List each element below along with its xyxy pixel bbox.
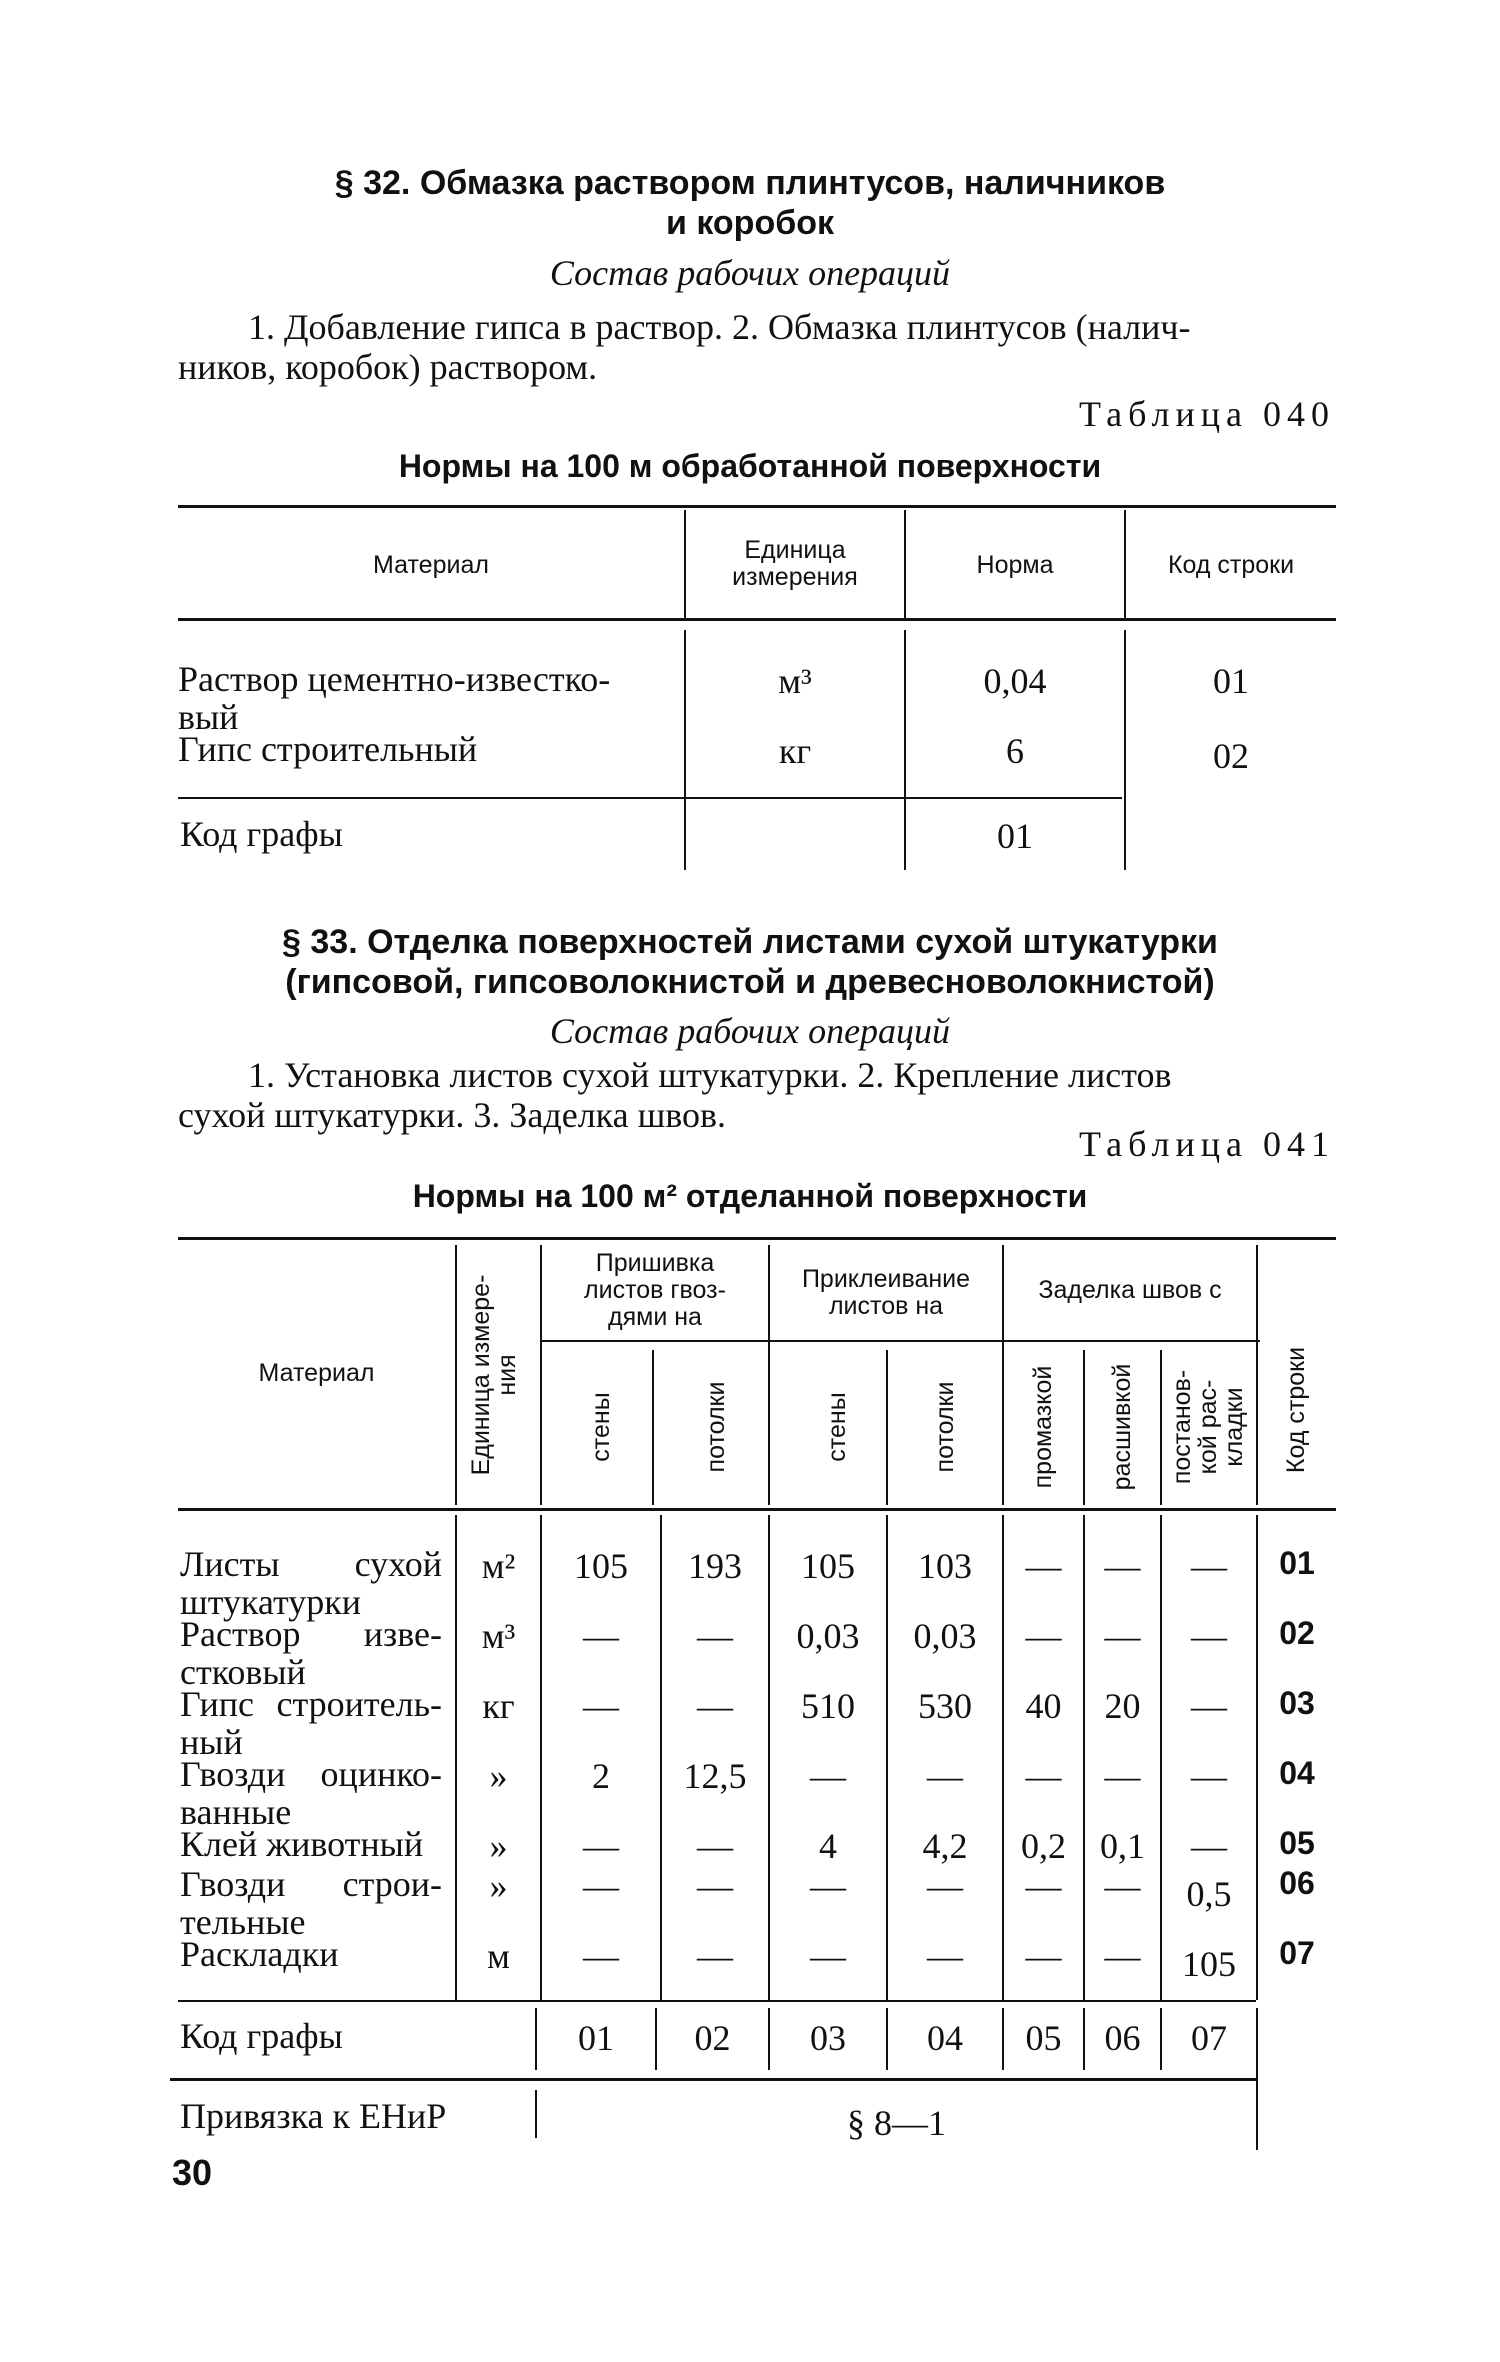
table-041-row-2-material-line1: Раствор изве- (180, 1614, 442, 1654)
table-041-header-gluing-line1: Приклеивание (801, 1265, 971, 1293)
table-041-header-nailing-line2: листов гвоз- (584, 1276, 726, 1304)
table-040-row-1-material-line2: вый (178, 697, 239, 737)
table-041-header-rule (178, 1508, 1336, 1511)
table-040-caption: Нормы на 100 м обработанной поверхности (398, 448, 1102, 484)
table-041-row-2-c6: — (1104, 1616, 1141, 1656)
table-041-row-1-c5: — (1025, 1546, 1062, 1586)
table-041-row-2-material-line2: стковый (180, 1652, 306, 1692)
table-041-row-3-c1: — (583, 1686, 619, 1726)
table-040-row-2-norm: 6 (1006, 731, 1024, 771)
table-041-row-3-c4: 530 (918, 1686, 972, 1726)
table-041-header-material: Материал (258, 1359, 375, 1387)
table-041-row-5-c2: — (697, 1826, 733, 1866)
table-041-header-seams: Заделка швов с (1038, 1276, 1222, 1304)
table-041-row-4-c6: — (1104, 1756, 1141, 1796)
table-041-row-7-c5: — (1025, 1936, 1062, 1976)
page-number: 30 (172, 2152, 213, 2193)
table-041-binding-value: § 8—1 (847, 2103, 946, 2143)
table-041-row-1-material-line2: штукатурки (180, 1582, 361, 1622)
table-041-row-4-material (180, 1755, 442, 1831)
table-041-header-batten-line3: кладки (1220, 1387, 1248, 1467)
table-041-header-nailing (542, 1250, 768, 1331)
table-041-row-7-c2: — (697, 1936, 733, 1976)
table-041-header-nailing-line1: Пришивка (595, 1249, 715, 1277)
table-041-row-7-material (180, 1935, 442, 1973)
table-041-header-walls-2: стены (823, 1392, 851, 1462)
section-32-title-line2: и коробок (665, 204, 834, 242)
table-041-row-7-c1: — (583, 1936, 619, 1976)
table-041-row-1-c6: — (1104, 1546, 1141, 1586)
table-041-row-1-unit: м² (481, 1546, 516, 1586)
table-041-footer-code-4: 04 (927, 2018, 963, 2058)
table-041-header-gluing (770, 1266, 1002, 1320)
section-33-operations-line1: 1. Установка листов сухой штукатурки. 2. Крепление листов (248, 1055, 1172, 1095)
section-33-operations-line2: сухой штукатурки. 3. Заделка швов. (178, 1095, 727, 1135)
table-040-row-1-norm: 0,04 (983, 661, 1047, 701)
table-041-row-7-unit: м (487, 1936, 510, 1976)
table-041-row-6-c4: — (927, 1866, 963, 1906)
table-041-header-ceilings: потолки (702, 1381, 730, 1473)
table-041-row-7-c6: — (1104, 1936, 1141, 1976)
table-041-row-1-code: 01 (1279, 1545, 1315, 1581)
table-041-row-2-c5: — (1025, 1616, 1062, 1656)
table-041-row-1-material-line1: Листы сухой (180, 1544, 442, 1584)
table-041-group-rule (540, 1340, 1260, 1342)
table-041-row-1-c3: 105 (801, 1546, 855, 1586)
table-041-row-1-c7: — (1191, 1546, 1227, 1586)
table-041-row-5-c6: 0,1 (1100, 1826, 1145, 1866)
table-041-row-1-c4: 103 (918, 1546, 972, 1586)
table-041-row-4-c1: 2 (592, 1756, 610, 1796)
section-33-subtitle: Состав рабочих операций (549, 1011, 951, 1051)
section-33-title-line1: § 33. Отделка поверхностей листами сухой штукатурки (282, 923, 1218, 961)
table-041-row-6-c1: — (583, 1866, 619, 1906)
table-041-header-putty: промазкой (1029, 1365, 1057, 1489)
table-040-top-rule (178, 505, 1336, 508)
table-041-row-3-c6: 20 (1104, 1686, 1141, 1726)
table-040-row-2-unit: кг (778, 731, 812, 771)
table-041-row-2-c2: — (697, 1616, 733, 1656)
table-041-footer-code-6: 06 (1104, 2018, 1141, 2058)
section-33-title-line2: (гипсовой, гипсоволокнистой и древесноволокнистой) (285, 963, 1215, 1001)
table-041-row-4-c2: 12,5 (683, 1756, 747, 1796)
section-32-operations-line2: ников, коробок) раствором. (178, 347, 598, 387)
table-041-row-6-c3: — (810, 1866, 846, 1906)
section-32-title (170, 163, 1330, 243)
table-040-label: Таблица 040 (1079, 394, 1335, 434)
section-32-operations (178, 307, 1334, 387)
table-040-header-unit-line2: измерения (732, 563, 858, 591)
table-041-header-nailing-line3: дями на (608, 1303, 702, 1331)
table-041-vrule (886, 1350, 888, 1505)
table-041-row-5-c5: 0,2 (1021, 1826, 1066, 1866)
table-041-row-1-c1: 105 (574, 1546, 628, 1586)
table-041-row-1-material (180, 1545, 442, 1621)
table-041-vrule (1256, 2008, 1258, 2150)
table-041-label: Таблица 041 (1079, 1124, 1335, 1164)
table-041-row-4-c3: — (810, 1756, 846, 1796)
table-041-row-6-c5: — (1025, 1866, 1062, 1906)
table-041-row-7-c4: — (927, 1936, 963, 1976)
table-041-footer-label: Код графы (180, 2016, 343, 2056)
table-041-header-batten-line2: кой рас- (1194, 1379, 1222, 1475)
table-041-row-5-c4: 4,2 (922, 1826, 968, 1866)
table-041-row-6-unit: » (489, 1866, 508, 1906)
table-041-row-5-code: 05 (1279, 1825, 1315, 1861)
table-041-vrule (1083, 1350, 1085, 1505)
table-040-row-2-code: 02 (1213, 736, 1249, 776)
table-041-row-4-material-line1: Гвозди оцинко- (180, 1754, 442, 1794)
table-041-row-3-code: 03 (1279, 1685, 1315, 1721)
table-041-vrule (1256, 1245, 1258, 1505)
table-040-footer-code: 01 (997, 816, 1033, 856)
table-041-row-3-material-line1: Гипс строитель- (180, 1684, 442, 1724)
table-041-row-6-c7: 0,5 (1186, 1874, 1232, 1914)
table-041-row-4-unit: » (489, 1756, 508, 1796)
table-041-row-7-code: 07 (1279, 1935, 1315, 1971)
table-040-row-1-material (178, 660, 658, 736)
table-041-header-unit (468, 1250, 524, 1500)
table-041-row-6-material-line1: Гвозди строи- (180, 1864, 442, 1904)
table-041-row-7-c7: 105 (1182, 1944, 1236, 1984)
table-041-header-grouting: расшивкой (1108, 1363, 1136, 1491)
table-041-row-5-c3: 4 (819, 1826, 837, 1866)
table-041-row-4-c5: — (1025, 1756, 1062, 1796)
section-32-operations-line1: 1. Добавление гипса в раствор. 2. Обмазка плинтусов (налич- (248, 307, 1191, 347)
table-041-row-6-material-line2: тельные (180, 1902, 306, 1942)
table-041-header-gluing-line2: листов на (828, 1292, 944, 1320)
table-040-footer-rule (178, 797, 1122, 799)
table-041-row-3-c2: — (697, 1686, 733, 1726)
table-041-row-3-c5: 40 (1025, 1686, 1062, 1726)
table-041-row-2-c1: — (583, 1616, 619, 1656)
table-040-footer-label: Код графы (180, 814, 343, 854)
table-040-header-unit-line1: Единица (744, 536, 846, 564)
table-041-row-3-unit: кг (482, 1686, 515, 1726)
table-041-footer-code-5: 05 (1025, 2018, 1062, 2058)
table-041-caption: Нормы на 100 м² отделанной поверхности (412, 1178, 1088, 1214)
table-041-row-4-code: 04 (1279, 1755, 1315, 1791)
section-33-title (170, 922, 1330, 1002)
table-041-row-2-c3: 0,03 (796, 1616, 860, 1656)
table-041-row-6-material (180, 1865, 442, 1941)
table-041-footer-code-7: 07 (1191, 2018, 1227, 2058)
table-041-row-3-material-line2: ный (180, 1722, 243, 1762)
table-041-row-5-material (180, 1825, 442, 1863)
table-041-vrule (1160, 1350, 1162, 1505)
table-041-footer-code-1: 01 (578, 2018, 614, 2058)
table-040-header-rule (178, 618, 1336, 621)
table-041-row-7-material-line1: Раскладки (180, 1934, 339, 1974)
table-041-top-rule (178, 1237, 1336, 1240)
table-041-header-batten (1169, 1352, 1247, 1502)
table-041-row-5-c1: — (583, 1826, 619, 1866)
table-040-header-row-code: Код строки (1167, 551, 1295, 579)
table-041-row-5-material-line1: Клей животный (180, 1824, 424, 1864)
table-041-row-4-material-line2: ванные (180, 1792, 292, 1832)
table-041-vrule (455, 1245, 457, 1505)
table-041-binding-label: Привязка к ЕНиР (180, 2096, 447, 2136)
table-040-header-unit (686, 537, 904, 591)
table-041-vrule (652, 1350, 654, 1505)
table-041-row-2-material (180, 1615, 442, 1691)
section-32-title-line1: § 32. Обмазка раствором плинтусов, наличников (334, 164, 1166, 202)
table-041-row-6-c2: — (697, 1866, 733, 1906)
table-041-row-2-code: 02 (1279, 1615, 1315, 1651)
table-041-row-2-c4: 0,03 (913, 1616, 977, 1656)
table-041-header-unit-line2: ния (493, 1354, 521, 1396)
table-040-header-material: Материал (373, 551, 489, 579)
table-041-header-row-code: Код строки (1282, 1346, 1310, 1474)
table-040-row-1-material-line1: Раствор цементно-известко- (178, 659, 611, 699)
table-041-row-5-c7: — (1191, 1826, 1227, 1866)
table-041-row-5-unit: » (489, 1826, 508, 1866)
table-041-row-3-c3: 510 (801, 1686, 855, 1726)
table-041-footer-code-3: 03 (810, 2018, 846, 2058)
table-041-binding-rule (170, 2078, 1256, 2081)
table-041-row-2-unit: м³ (481, 1616, 516, 1656)
table-041-row-6-c6: — (1104, 1866, 1141, 1906)
table-040-row-1-unit: м³ (778, 661, 812, 701)
table-041-footer-code-2: 02 (694, 2018, 731, 2058)
table-041-row-3-material (180, 1685, 442, 1761)
table-041-row-4-c7: — (1191, 1756, 1227, 1796)
table-041-header-ceilings-2: потолки (931, 1381, 959, 1473)
table-041-header-unit-line1: Единица измере- (467, 1274, 495, 1476)
table-041-row-2-c7: — (1191, 1616, 1227, 1656)
table-041-header-batten-line1: постанов- (1168, 1369, 1196, 1485)
section-32-subtitle: Состав рабочих операций (549, 253, 951, 293)
table-041-row-1-c2: 193 (688, 1546, 742, 1586)
table-040-row-2-material: Гипс строительный (178, 729, 478, 769)
table-040-header-norm: Норма (976, 551, 1054, 579)
table-041-row-3-c7: — (1191, 1686, 1227, 1726)
table-041-row-7-c3: — (810, 1936, 846, 1976)
table-041-row-4-c4: — (927, 1756, 963, 1796)
table-040-row-1-code: 01 (1213, 661, 1249, 701)
table-041-header-walls: стены (587, 1392, 615, 1462)
table-041-footer-rule (178, 2000, 1256, 2002)
table-041-row-6-code: 06 (1279, 1865, 1315, 1901)
